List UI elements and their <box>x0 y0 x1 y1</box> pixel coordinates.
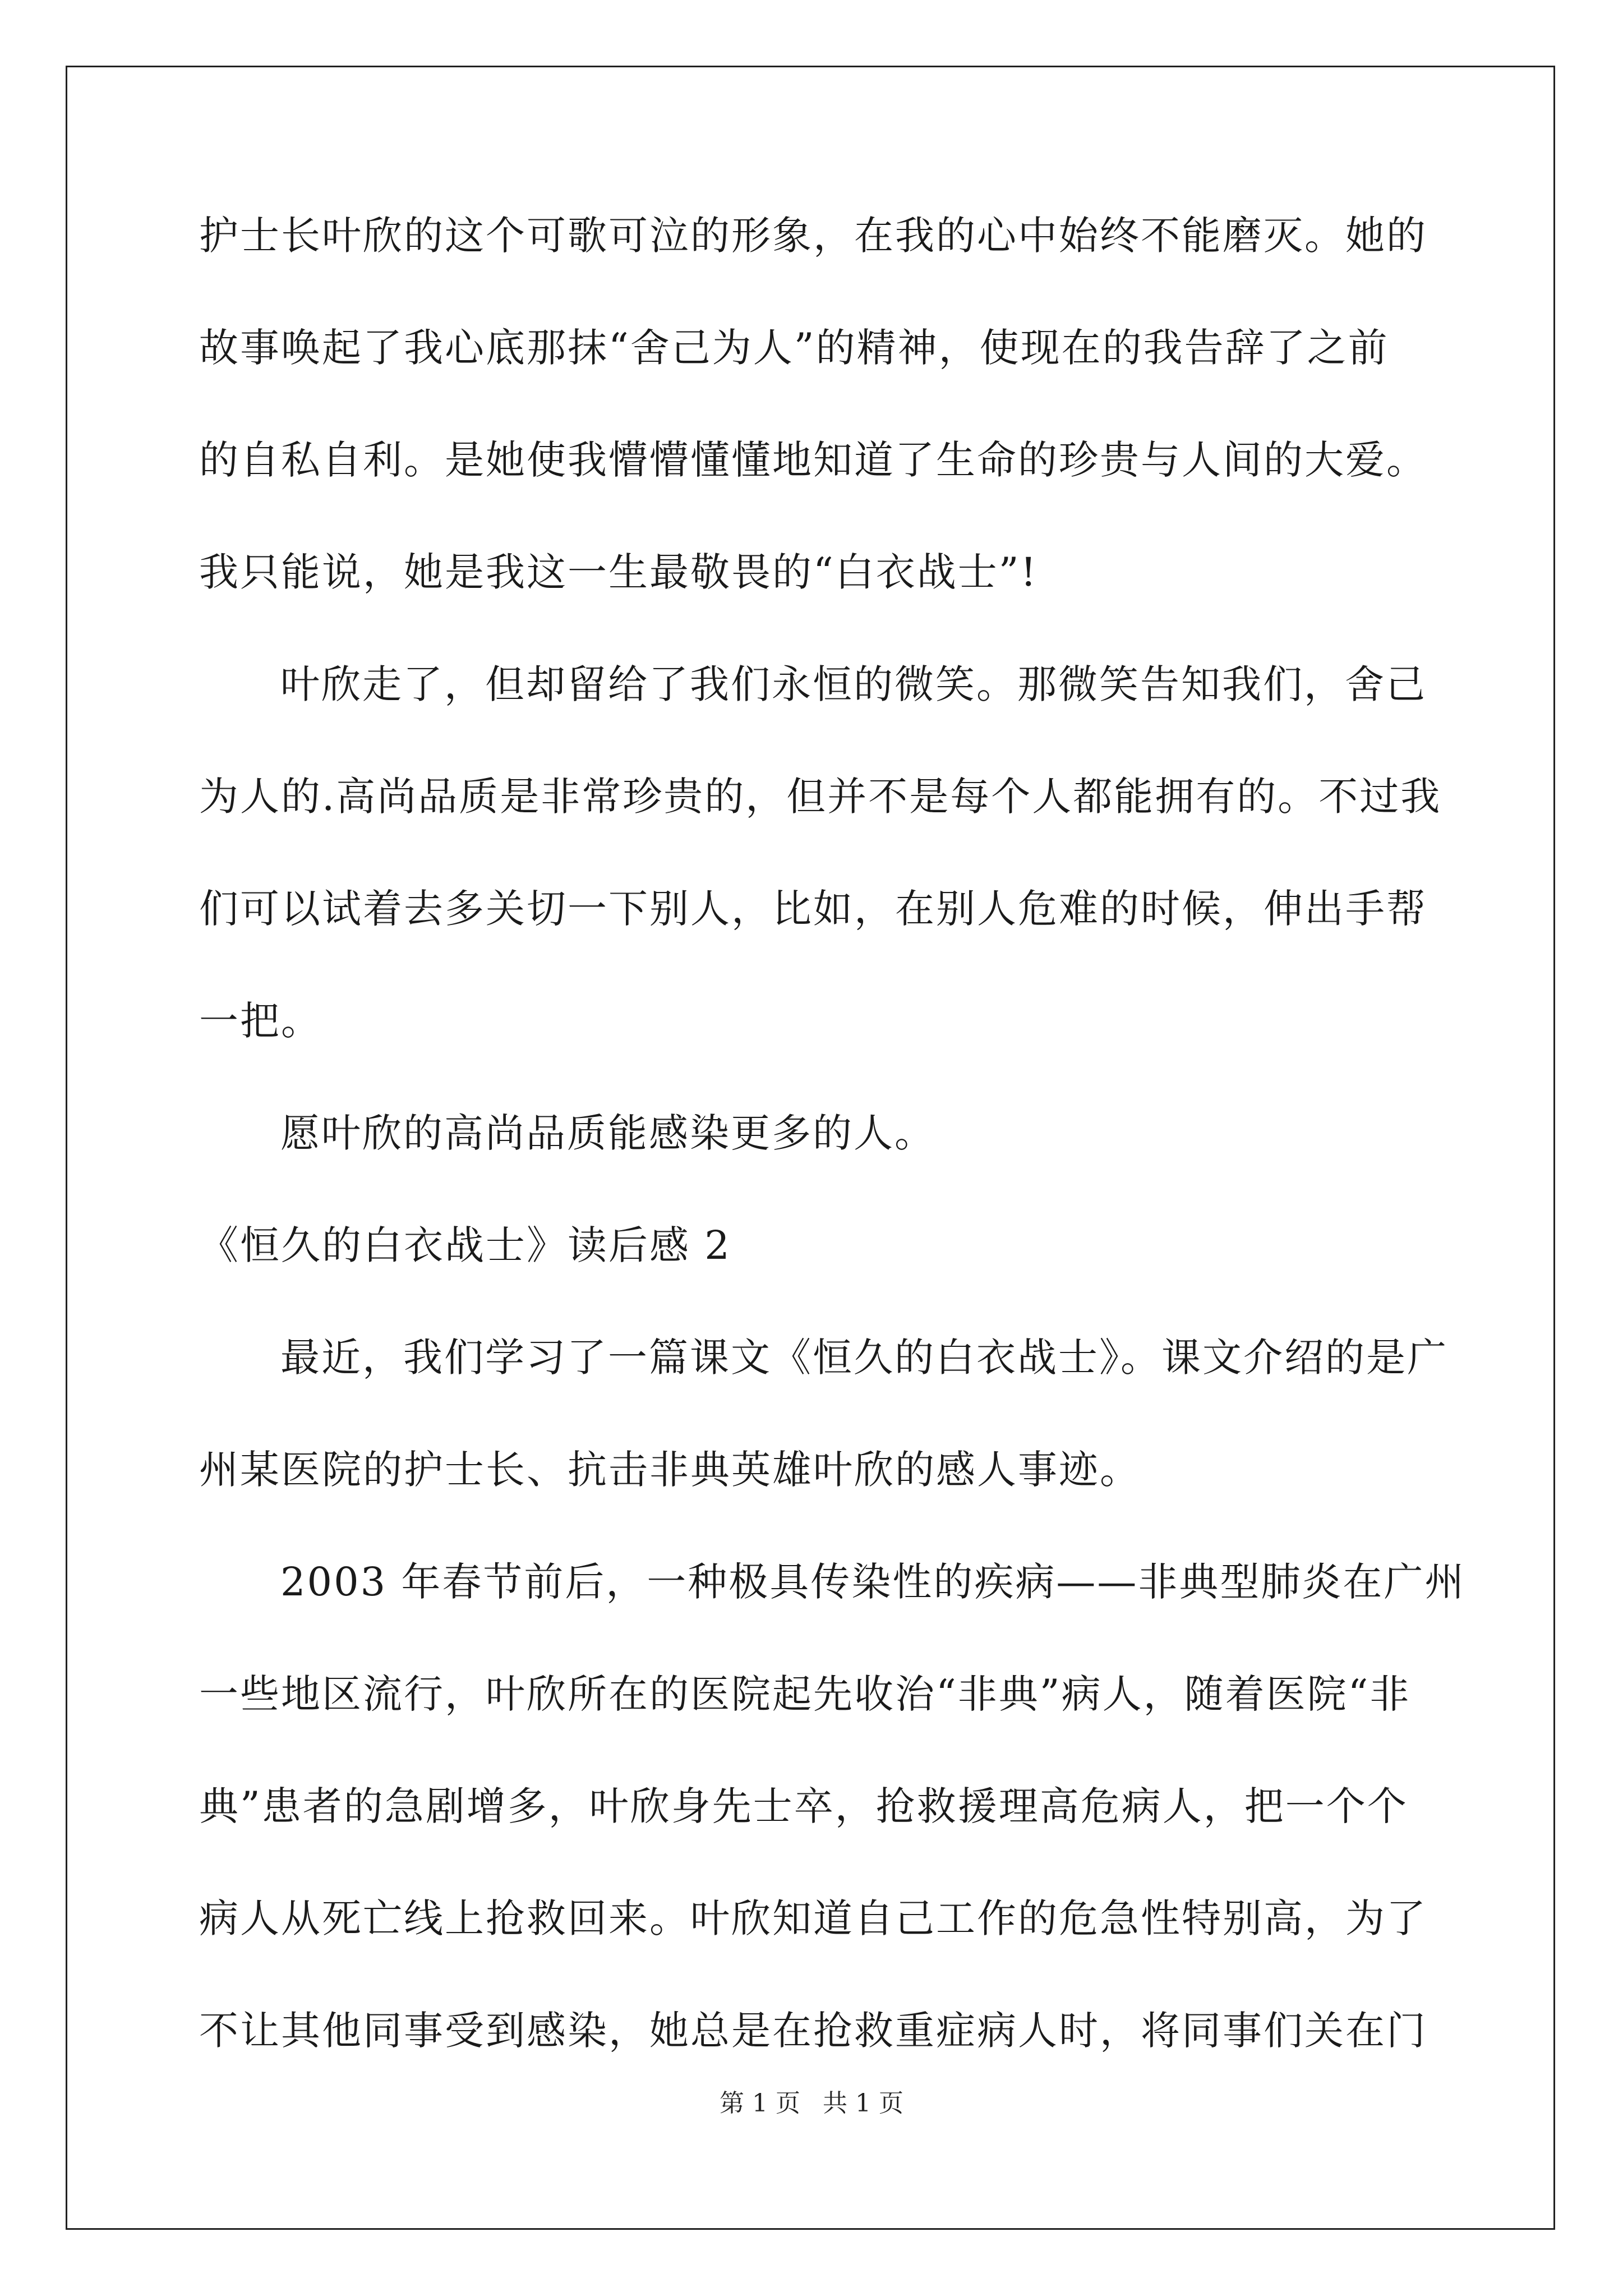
text-line: 叶欣走了，但却留给了我们永恒的微笑。那微笑告知我们，舍己 <box>280 661 1427 707</box>
text-line: 一些地区流行，叶欣所在的医院起先收治“非典”病人，随着医院“非 <box>199 1671 1411 1717</box>
text-line: 的自私自利。是她使我懵懵懂懂地知道了生命的珍贵与人间的大爱。 <box>199 437 1427 483</box>
page-footer <box>0 2087 1623 2120</box>
text-line: 一把。 <box>199 998 322 1044</box>
text-line: 不让其他同事受到感染，她总是在抢救重症病人时，将同事们关在门 <box>199 2008 1427 2054</box>
text-line: 州某医院的护士长、抗击非典英雄叶欣的感人事迹。 <box>199 1447 1141 1493</box>
text-line: 我只能说，她是我这一生最敬畏的“白衣战士”! <box>199 549 1038 595</box>
page-total: 共 1 页 <box>823 2089 903 2118</box>
section-heading: 《恒久的白衣战士》读后感 2 <box>199 1222 731 1268</box>
text-line: 病人从死亡线上抢救回来。叶欣知道自己工作的危急性特别高，为了 <box>199 1895 1427 1941</box>
text-line: 护士长叶欣的这个可歌可泣的形象，在我的心中始终不能磨灭。她的 <box>199 213 1427 259</box>
text-line: 典”患者的急剧增多，叶欣身先士卒，抢救援理高危病人，把一个个 <box>199 1783 1408 1829</box>
text-line: 最近，我们学习了一篇课文《恒久的白衣战士》。课文介绍的是广 <box>280 1335 1448 1381</box>
text-line: 们可以试着去多关切一下别人，比如，在别人危难的时候，伸出手帮 <box>199 886 1427 932</box>
text-line: 2003 年春节前后，一种极具传染性的疾病——非典型肺炎在广州 <box>280 1559 1466 1605</box>
text-line: 愿叶欣的高尚品质能感染更多的人。 <box>280 1110 935 1156</box>
text-line: 为人的.高尚品质是非常珍贵的，但并不是每个人都能拥有的。不过我 <box>199 774 1442 820</box>
text-line: 故事唤起了我心底那抹“舍己为人”的精神，使现在的我告辞了之前 <box>199 325 1389 371</box>
page-number: 第 1 页 <box>720 2089 800 2118</box>
